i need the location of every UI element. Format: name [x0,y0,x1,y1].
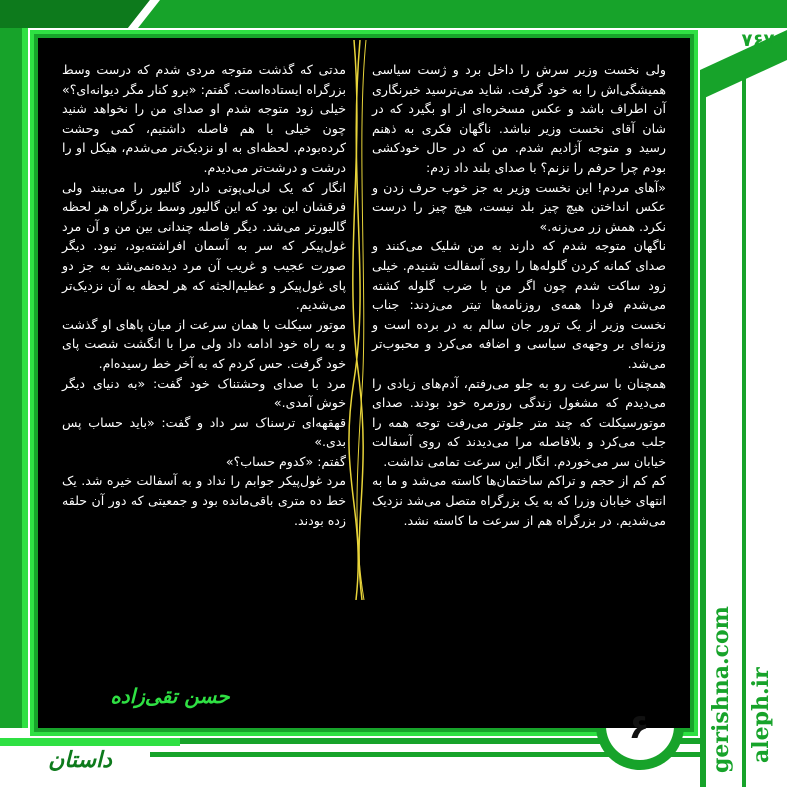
right-vertical-bar [700,90,706,787]
paragraph: گفتم: «کدوم حساب؟» [225,453,346,469]
paragraph: قهقهه‌ای ترسناک سر داد و گفت: «باید حساب پس بدی.» [62,414,346,450]
section-label: داستان [48,748,112,773]
paragraph: مرد غول‌پیکر جوابم را نداد و به آسفالت خیره شد. یک خط ده متری باقی‌مانده بود و جمعیتی که دور آن حلقه زده بودند. [62,473,346,528]
paragraph: همچنان با سرعت رو به جلو می‌رفتم، آدم‌های زیادی را می‌دیدم که مشغول زندگی روزمره خود بودند. صدای موتورسیکلت که چند متر جلوتر می‌رفت توجه همه را جلب می‌کرد و بلافاصله مرا می‌دیدند که روی آسفالت خیابان سر می‌خوردم. انگار این سرعت تمامی نداشت. [372,375,666,469]
paragraph: مدتی که گذشت متوجه مردی شدم که درست وسط بزرگراه ایستاده‌است. گفتم: «برو کنار مگر دیوانه‌ای؟» خیلی زود متوجه شدم او صدای من را نخواهد شنید چون خیلی با هم فاصله داشتیم، کمی وحشت کرده‌بودم. لحظه‌ای به او نزدیک‌تر می‌شدم، هیکل او را درشت و درشت‌تر می‌دیدم. [62,62,346,175]
story-column-right [372,60,666,530]
paragraph: ولی نخست وزیر سرش را داخل برد و ژست سیاسی همیشگی‌اش را به خود گرفت. شاید می‌ترسید خبرنگاری آن اطراف باشد و عکس مسخره‌ای از او بگیرد که در شان آقای نخست وزیر نباشد. ناگهان فکری به ذهنم رسید و متوجه آژادیم شدم. من که در حال خودکشی بودم چرا حرفم را نزنم؟ با صدای بلند داد زدم: [372,62,666,175]
left-bar [0,28,22,728]
paragraph: انگار که یک لی‌لی‌پوتی دارد گالیور را می‌بیند ولی فرقشان این بود که این گالیور وسط بزرگراه هر لحظه گالیورتر می‌شد. دیگر فاصله چندانی بین من و آن مرد غول‌پیکر که سر به آسمان افراشته‌بود، نبود. دیگر صورت عجیب و غریب آن مرد دیده‌نمی‌شد به جز دو پای غول‌پیکر و عظیم‌الجثه که هر لحظه به آن نزدیک‌تر می‌شدیم. [62,179,346,313]
paragraph: موتور سیکلت با همان سرعت از میان پاهای او گذشت و به راه خود ادامه داد ولی مرا با انگشت شصت پای خود گرفت. حس کردم که به آخر خط رسیده‌ام. [62,316,346,371]
story-column-left [62,60,346,530]
paragraph: «آهای مردم! این نخست وزیر به جز خوب حرف زدن و عکس انداختن هیچ چیز بلد نیست، هیچ چیز را درست نکرد. همش زر می‌زنه.» [372,179,666,234]
paragraph: ناگهان متوجه شدم که دارند به من شلیک می‌کنند و صدای کمانه کردن گلوله‌ها را روی آسفالت شنیدم. خیلی زود ساکت شدم چون اگر من با ضرب گلوله کشته می‌شدم فردا همه‌ی روزنامه‌ها تیتر می‌زدند: جناب نخست وزیر از یک ترور جان سالم به در برده است و وزنه‌ای بر وجهه‌ی سیاسی و اضافه می‌کرد و محبوب‌تر می‌شد. [372,238,666,371]
top-band [0,0,150,28]
right-vertical-bar-2 [742,60,746,787]
top-page-number: ۷۶۷ [741,30,775,51]
paragraph: کم کم از حجم و تراکم ساختمان‌ها کاسته می‌شد و ما به انتهای خیابان وزرا که به یک بزرگراه متصل می‌شد نزدیک می‌شدیم. در بزرگراه هم از سرعت ما کاسته نشد. [372,473,666,528]
bottom-page-number: ۶ [628,707,650,747]
website-aleph: aleph.ir [748,667,774,763]
top-bar [138,0,787,28]
paragraph: مرد با صدای وحشتناک خود گفت: «به دنیای دیگر خوش آمدی.» [62,375,346,411]
left-bar-light [22,28,28,728]
website-gerishna: gerishna.com [708,606,734,774]
bottom-green [0,738,180,746]
author-name: حسن تقی‌زاده [110,684,230,708]
